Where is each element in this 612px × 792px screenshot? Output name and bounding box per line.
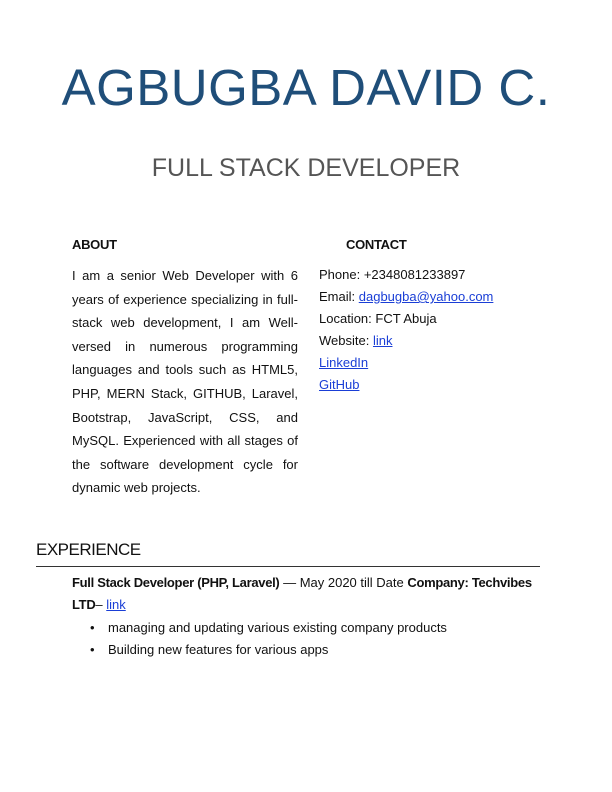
contact-linkedin [319, 352, 559, 374]
phone-label: Phone: [319, 267, 361, 282]
section-divider [36, 566, 540, 567]
website-label: Website: [319, 333, 370, 348]
about-heading: ABOUT [72, 237, 117, 252]
contact-block [319, 264, 559, 396]
company-link[interactable]: link [106, 597, 126, 612]
experience-heading: EXPERIENCE [36, 540, 141, 559]
contact-heading: CONTACT [346, 237, 407, 252]
linkedin-link[interactable]: LinkedIn [319, 355, 369, 370]
job-role: Full Stack Developer (PHP, Laravel) [72, 575, 280, 590]
location-value: FCT Abuja [375, 311, 437, 326]
candidate-name: AGBUGBA DAVID C. [61, 59, 551, 116]
contact-github [319, 374, 559, 396]
phone-value: +2348081233897 [363, 267, 466, 282]
job-bullet-list [90, 617, 530, 661]
job-dates: — May 2020 till Date [279, 575, 408, 590]
github-link[interactable]: GitHub [319, 377, 360, 392]
contact-email [319, 286, 559, 308]
contact-phone [319, 264, 559, 286]
email-label: Email: [319, 289, 356, 304]
contact-location [319, 308, 559, 330]
list-item: • managing and updating various existing company products [90, 617, 530, 639]
about-text: I am a senior Web Developer with 6 years of experience specializing in full-stack web development, I am Well-versed in numerous programming languages and tools such as HTML5, PHP, MERN Stack, GITHUB, Laravel, Bootstrap, JavaScript, CSS, and MySQL. Experienced with all stages of the software development cycle for dynamic web projects. [72, 268, 298, 496]
website-link[interactable]: link [372, 333, 393, 348]
job-entry [72, 572, 542, 616]
email-link[interactable]: dagbugba@yahoo.com [358, 289, 494, 304]
location-label: Location: [319, 311, 372, 326]
job-title: FULL STACK DEVELOPER [151, 154, 461, 182]
job-separator: – [95, 597, 107, 612]
contact-website [319, 330, 559, 352]
list-item: • Building new features for various apps [90, 639, 530, 661]
job-company: Company: Techvibes LTD [72, 575, 532, 612]
